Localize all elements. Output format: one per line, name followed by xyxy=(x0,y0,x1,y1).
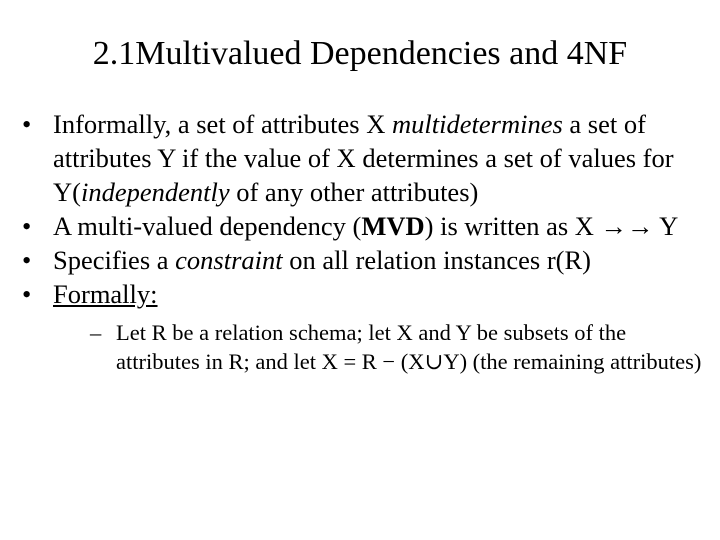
bullet-constraint xyxy=(22,243,712,277)
bullet-dot: • xyxy=(22,109,32,139)
emphasis-independently: independently xyxy=(80,177,230,207)
bullet-list xyxy=(22,107,712,376)
bullet-dot: • xyxy=(22,211,32,241)
bullet-dot: • xyxy=(22,245,32,275)
bold-mvd: MVD xyxy=(361,211,425,241)
bullet-text: Specifies a xyxy=(53,245,176,275)
sub-bullet-dash: – xyxy=(90,320,102,345)
bullet-text: a set of attributes Y if the value of X determines a set of values for Y( xyxy=(53,109,674,207)
bullet-formally xyxy=(22,277,712,376)
bullet-text: of any other attributes) xyxy=(229,177,479,207)
bullet-text: Informally, a set of attributes X xyxy=(53,109,393,139)
bullet-text: on all relation instances r(R) xyxy=(282,245,591,275)
bullet-text: A multi-valued dependency ( xyxy=(53,211,362,241)
emphasis-multidetermines: multidetermines xyxy=(392,109,563,139)
sub-bullet-formal-definition xyxy=(90,319,712,376)
underlined-formally: Formally: xyxy=(53,279,158,309)
slide-title: 2.1Multivalued Dependencies and 4NF xyxy=(92,35,628,72)
bullet-informal-definition xyxy=(22,107,712,209)
bullet-text: ) is written as X →→ Y xyxy=(424,211,679,241)
sub-bullet-text: Let R be a relation schema; let X and Y be subsets of the attributes in R; and let X = R − (X∪Y) (the remaining attributes) xyxy=(116,320,702,374)
bullet-dot: • xyxy=(22,279,32,309)
emphasis-constraint: constraint xyxy=(175,245,283,275)
bullet-mvd-notation xyxy=(22,209,712,243)
